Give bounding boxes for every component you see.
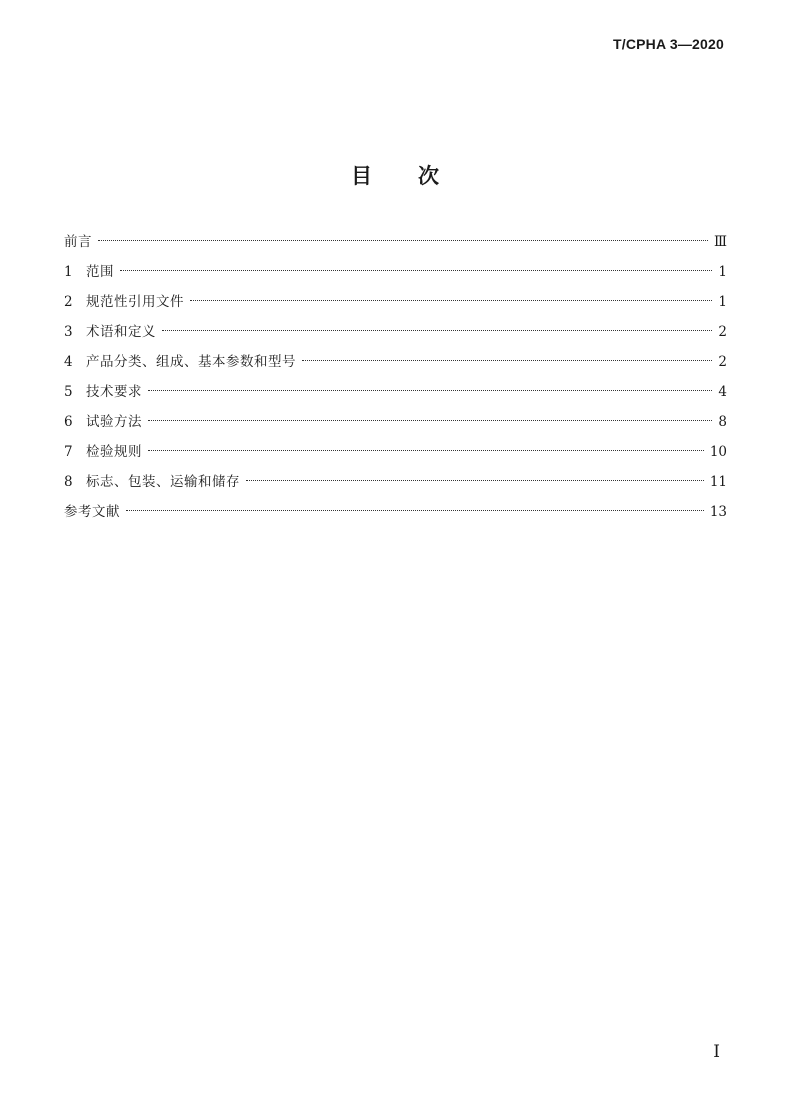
toc-section-number: 7 — [64, 444, 73, 460]
toc-page-number: 4 — [718, 384, 727, 400]
table-of-contents — [64, 230, 727, 530]
toc-page-number: Ⅲ — [713, 234, 727, 250]
toc-entry-4[interactable] — [64, 350, 727, 380]
toc-entry-1[interactable] — [64, 260, 727, 290]
dot-leader — [126, 510, 704, 511]
dot-leader — [120, 270, 712, 271]
toc-page-number: 10 — [709, 444, 727, 460]
toc-label: 检验规则 — [86, 444, 142, 460]
toc-label: 技术要求 — [86, 384, 142, 400]
toc-section-number: 8 — [64, 474, 73, 490]
toc-label: 试验方法 — [86, 414, 142, 430]
standard-identifier: T/CPHA 3—2020 — [612, 36, 724, 52]
toc-label: 产品分类、组成、基本参数和型号 — [86, 354, 296, 370]
toc-page-number: 1 — [718, 264, 727, 280]
toc-entry-8[interactable] — [64, 470, 727, 500]
toc-entry-foreword[interactable] — [64, 230, 727, 260]
dot-leader — [98, 240, 708, 241]
toc-entry-7[interactable] — [64, 440, 727, 470]
toc-section-number: 1 — [64, 264, 73, 280]
toc-section-number: 6 — [64, 414, 73, 430]
toc-section-number: 3 — [64, 324, 73, 340]
page-number: Ⅰ — [713, 1042, 720, 1062]
toc-section-number: 5 — [64, 384, 73, 400]
dot-leader — [162, 330, 712, 331]
title-part-1: 目 — [351, 164, 372, 188]
toc-page-number: 1 — [718, 294, 727, 310]
toc-label: 前言 — [64, 234, 92, 250]
dot-leader — [246, 480, 704, 481]
toc-entry-5[interactable] — [64, 380, 727, 410]
toc-label: 标志、包装、运输和储存 — [86, 474, 240, 490]
dot-leader — [148, 420, 712, 421]
toc-page-number: 2 — [718, 354, 727, 370]
toc-page-number: 2 — [718, 324, 727, 340]
toc-entry-references[interactable] — [64, 500, 727, 530]
dot-leader — [148, 390, 712, 391]
toc-entry-2[interactable] — [64, 290, 727, 320]
toc-entry-6[interactable] — [64, 410, 727, 440]
toc-label: 术语和定义 — [86, 324, 156, 340]
toc-section-number: 2 — [64, 294, 73, 310]
toc-label: 规范性引用文件 — [86, 294, 184, 310]
dot-leader — [190, 300, 712, 301]
toc-section-number: 4 — [64, 354, 73, 370]
toc-page-number: 8 — [718, 414, 727, 430]
toc-label: 范围 — [86, 264, 114, 280]
toc-entry-3[interactable] — [64, 320, 727, 350]
title-part-2: 次 — [418, 164, 439, 188]
dot-leader — [148, 450, 704, 451]
toc-page-number: 13 — [709, 504, 727, 520]
dot-leader — [302, 360, 712, 361]
page-title — [0, 160, 790, 190]
toc-page-number: 11 — [709, 474, 727, 490]
toc-label: 参考文献 — [64, 504, 120, 520]
